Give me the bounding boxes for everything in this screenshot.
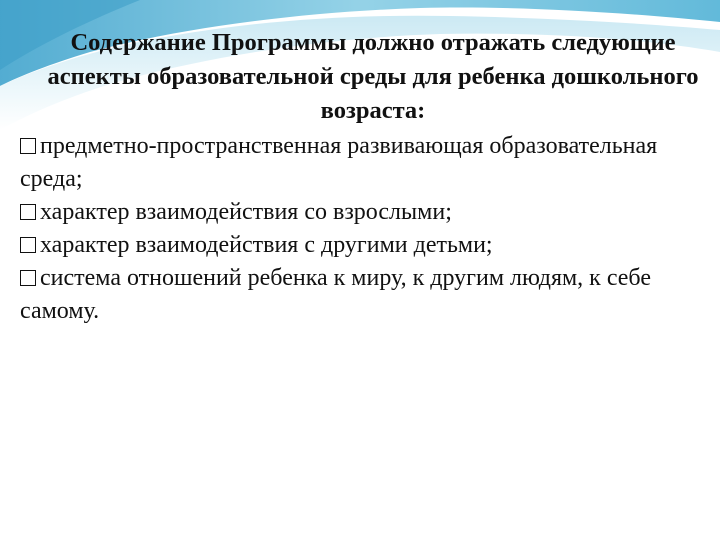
slide-title: Содержание Программы должно отражать следующие аспекты образовательной среды для ребенка дошкольного возраста: xyxy=(47,29,699,124)
list-item xyxy=(20,196,700,229)
list-item xyxy=(20,262,700,328)
list-item xyxy=(20,130,700,196)
aspects-list xyxy=(20,130,700,328)
checkbox-square-icon xyxy=(20,237,36,253)
list-item-text: характер взаимодействия с другими детьми; xyxy=(40,232,493,258)
checkbox-square-icon xyxy=(20,204,36,220)
list-item xyxy=(20,229,700,262)
list-item-text: система отношений ребенка к миру, к другим людям, к себе самому. xyxy=(20,265,651,324)
list-item-text: характер взаимодействия со взрослыми; xyxy=(40,199,452,225)
list-item-text: предметно-пространственная развивающая образовательная среда; xyxy=(20,133,658,192)
checkbox-square-icon xyxy=(20,270,36,286)
checkbox-square-icon xyxy=(20,138,36,154)
slide-content xyxy=(20,26,700,328)
